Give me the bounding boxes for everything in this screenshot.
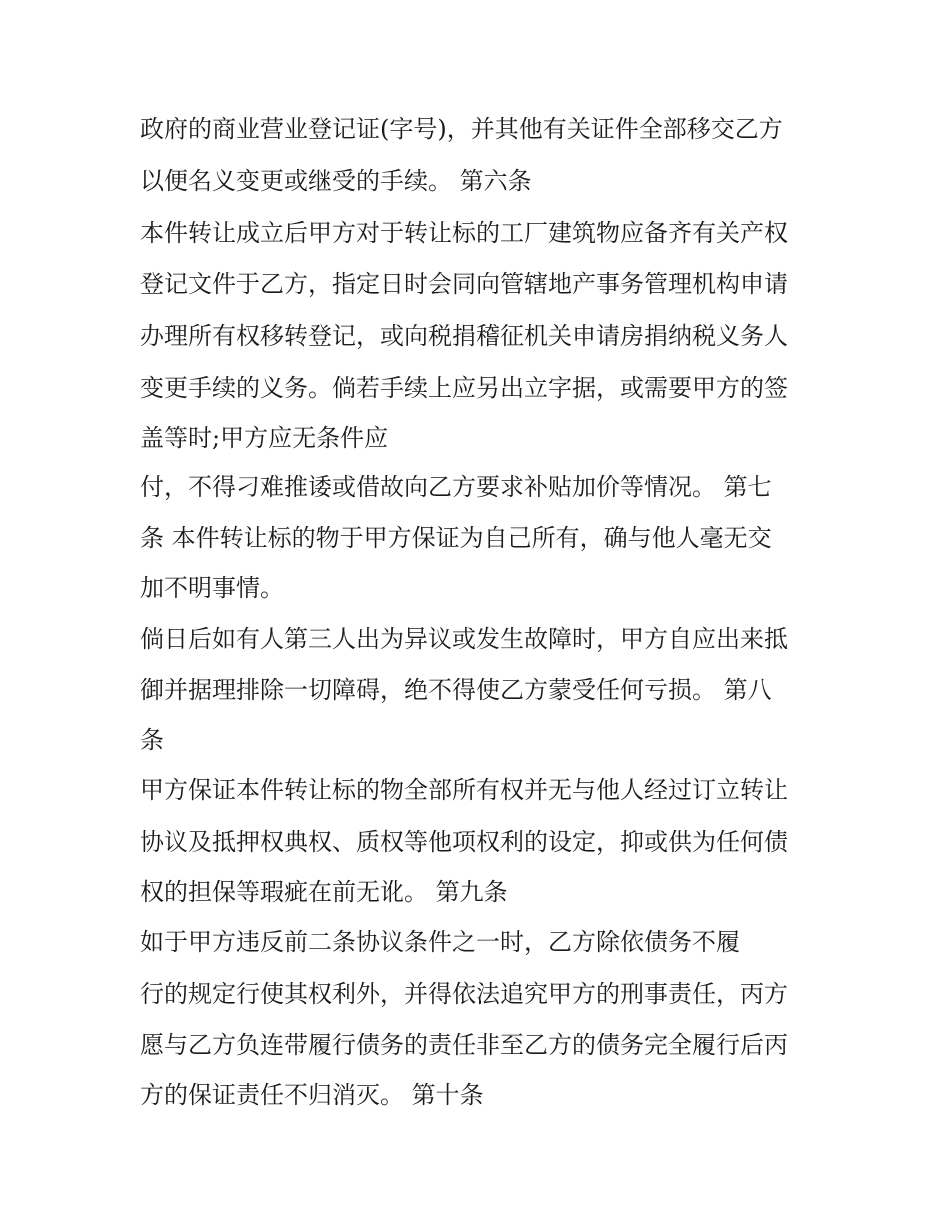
text-line: 御并据理排除一切障碍，绝不得使乙方蒙受任何亏损。 第八 [140,676,772,704]
text-line: 条 本件转让标的物于甲方保证为自己所有，确与他人毫无交 [140,524,772,552]
text-line: 以便名义变更或继受的手续。 第六条 [140,167,532,195]
text-line: 盖等时;甲方应无条件应 [140,424,389,452]
text-line: 倘日后如有人第三人出为异议或发生故障时，甲方自应出来抵 [140,625,788,653]
text-line: 愿与乙方负连带履行债务的责任非至乙方的债务完全履行后丙 [140,1031,788,1059]
text-line: 登记文件于乙方，指定日时会同向管辖地产事务管理机构申请 [140,270,788,298]
text-line: 加不明事情。 [140,574,284,602]
text-line: 本件转让成立后甲方对于转让标的工厂建筑物应备齐有关产权 [140,219,788,247]
text-line: 甲方保证本件转让标的物全部所有权并无与他人经过订立转让 [140,776,788,804]
text-line: 行的规定行使其权利外，并得依法追究甲方的刑事责任，丙方 [140,980,788,1008]
text-line: 付，不得刁难推诿或借故向乙方要求补贴加价等情况。 第七 [140,473,772,501]
text-line: 条 [140,726,164,754]
text-line: 办理所有权移转登记，或向税捐稽征机关申请房捐纳税义务人 [140,322,788,350]
text-line: 协议及抵押权典权、质权等他项权利的设定，抑或供为任何债 [140,828,788,856]
text-line: 变更手续的义务。倘若手续上应另出立字据，或需要甲方的签 [140,374,788,402]
text-line: 如于甲方违反前二条协议条件之一时，乙方除依债务不履 [140,928,740,956]
text-line: 政府的商业营业登记证(字号)，并其他有关证件全部移交乙方 [140,115,783,143]
text-line: 方的保证责任不归消灭。 第十条 [140,1081,484,1109]
text-line: 权的担保等瑕疵在前无讹。 第九条 [140,878,508,906]
